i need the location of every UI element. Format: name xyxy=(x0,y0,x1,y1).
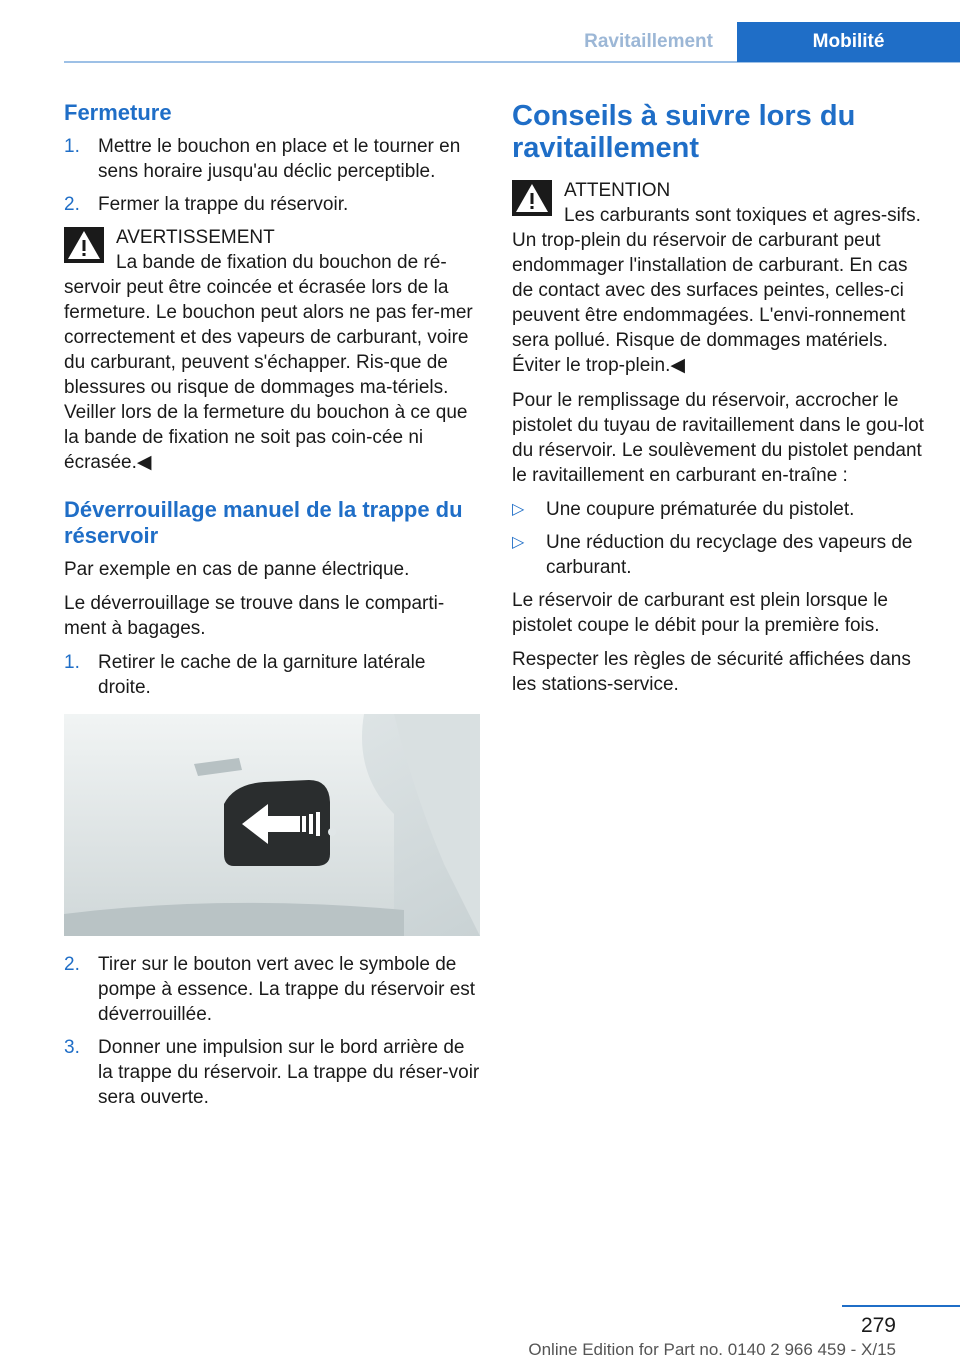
warning-triangle-icon xyxy=(64,227,104,263)
step-number: 1. xyxy=(64,136,80,157)
left-column xyxy=(64,100,480,1118)
warning-triangle-icon xyxy=(512,180,552,216)
footer-rule xyxy=(842,1305,960,1307)
list-item xyxy=(64,134,480,184)
attention-title: ATTENTION xyxy=(564,180,671,201)
unlock-heading: Déverrouillage manuel de la trappe du réservoir xyxy=(64,497,463,548)
refuel-consequences-list xyxy=(512,497,926,580)
step-text: Tirer sur le bouton vert avec le symbole de pompe à essence. La trappe du réservoir est déverrouillée. xyxy=(98,954,476,1025)
list-item xyxy=(512,497,926,522)
step-number: 2. xyxy=(64,194,80,215)
warning-text: La bande de fixation du bouchon de ré‐servoir peut être coincée et écrasée lors de la fermeture. Le bouchon peut alors ne pas fer‐mer correctement et des vapeurs de carburant, voire du carburant, peuvent s'échapper. Ris‐que de blessures ou risque de dommages ma‐tériels. Veiller lors de la fermeture du bouchon à ce que la bande de fixation ne soit pas coin‐cée ni écrasée.◀ xyxy=(64,252,473,473)
list-item xyxy=(64,192,480,217)
bullet-marker: ▷ xyxy=(512,534,525,551)
list-item xyxy=(64,650,480,700)
unlock-steps-1 xyxy=(64,650,480,700)
bullet-marker: ▷ xyxy=(512,501,525,518)
refuel-paragraph-1: Pour le remplissage du réservoir, accrocher le pistolet du tuyau de ravitaillement dans le gou‐lot du réservoir. Le soulèvement du pistolet pendant le ravitaillement en carburant en‐traîne : xyxy=(512,390,924,486)
bullet-text: Une réduction du recyclage des vapeurs de carburant. xyxy=(546,532,913,578)
refuel-tips-heading: Conseils à suivre lors du ravitaillement xyxy=(512,100,856,164)
header-section-ravitaillement[interactable]: Ravitaillement xyxy=(584,31,713,52)
step-text: Mettre le bouchon en place et le tourner en sens horaire jusqu'au déclic perceptible. xyxy=(98,136,461,182)
trunk-release-photo xyxy=(64,714,480,936)
edition-note: Online Edition for Part no. 0140 2 966 459 - X/15 xyxy=(528,1340,896,1359)
list-item xyxy=(512,530,926,580)
refuel-paragraph-2: Le réservoir de carburant est plein lorsque le pistolet coupe le débit pour la première fois. xyxy=(512,590,888,636)
step-text: Retirer le cache de la garniture latérale droite. xyxy=(98,652,426,698)
page-header xyxy=(560,22,960,62)
header-section-mobilite[interactable]: Mobilité xyxy=(737,22,960,62)
attention-block xyxy=(512,178,926,378)
step-text: Fermer la trappe du réservoir. xyxy=(98,194,349,215)
unlock-paragraph-2: Le déverrouillage se trouve dans le comparti‐ment à bagages. xyxy=(64,593,445,639)
step-number: 1. xyxy=(64,652,80,673)
closing-heading: Fermeture xyxy=(64,100,172,125)
unlock-paragraph-1: Par exemple en cas de panne électrique. xyxy=(64,559,410,580)
warning-title: AVERTISSEMENT xyxy=(116,227,275,248)
refuel-paragraph-3: Respecter les règles de sécurité affichées dans les stations-service. xyxy=(512,649,911,695)
step-number: 2. xyxy=(64,954,80,975)
closing-steps xyxy=(64,134,480,217)
attention-text: Les carburants sont toxiques et agres‐sifs. Un trop-plein du réservoir de carburant peut endommager l'installation de carburant. En cas de contact avec des surfaces peintes, celles-ci peuvent être endommagées. L'envi‐ronnement sera pollué. Risque de dommages matériels. Éviter le trop-plein.◀ xyxy=(512,205,921,376)
step-text: Donner une impulsion sur le bord arrière de la trappe du réservoir. La trappe du réser‐voir sera ouverte. xyxy=(98,1037,480,1108)
right-column xyxy=(512,100,926,706)
page-number: 279 xyxy=(860,1314,896,1337)
warning-block xyxy=(64,225,480,475)
bullet-text: Une coupure prématurée du pistolet. xyxy=(546,499,855,520)
list-item xyxy=(64,952,480,1027)
list-item xyxy=(64,1035,480,1110)
unlock-steps-2 xyxy=(64,952,480,1110)
step-number: 3. xyxy=(64,1037,80,1058)
